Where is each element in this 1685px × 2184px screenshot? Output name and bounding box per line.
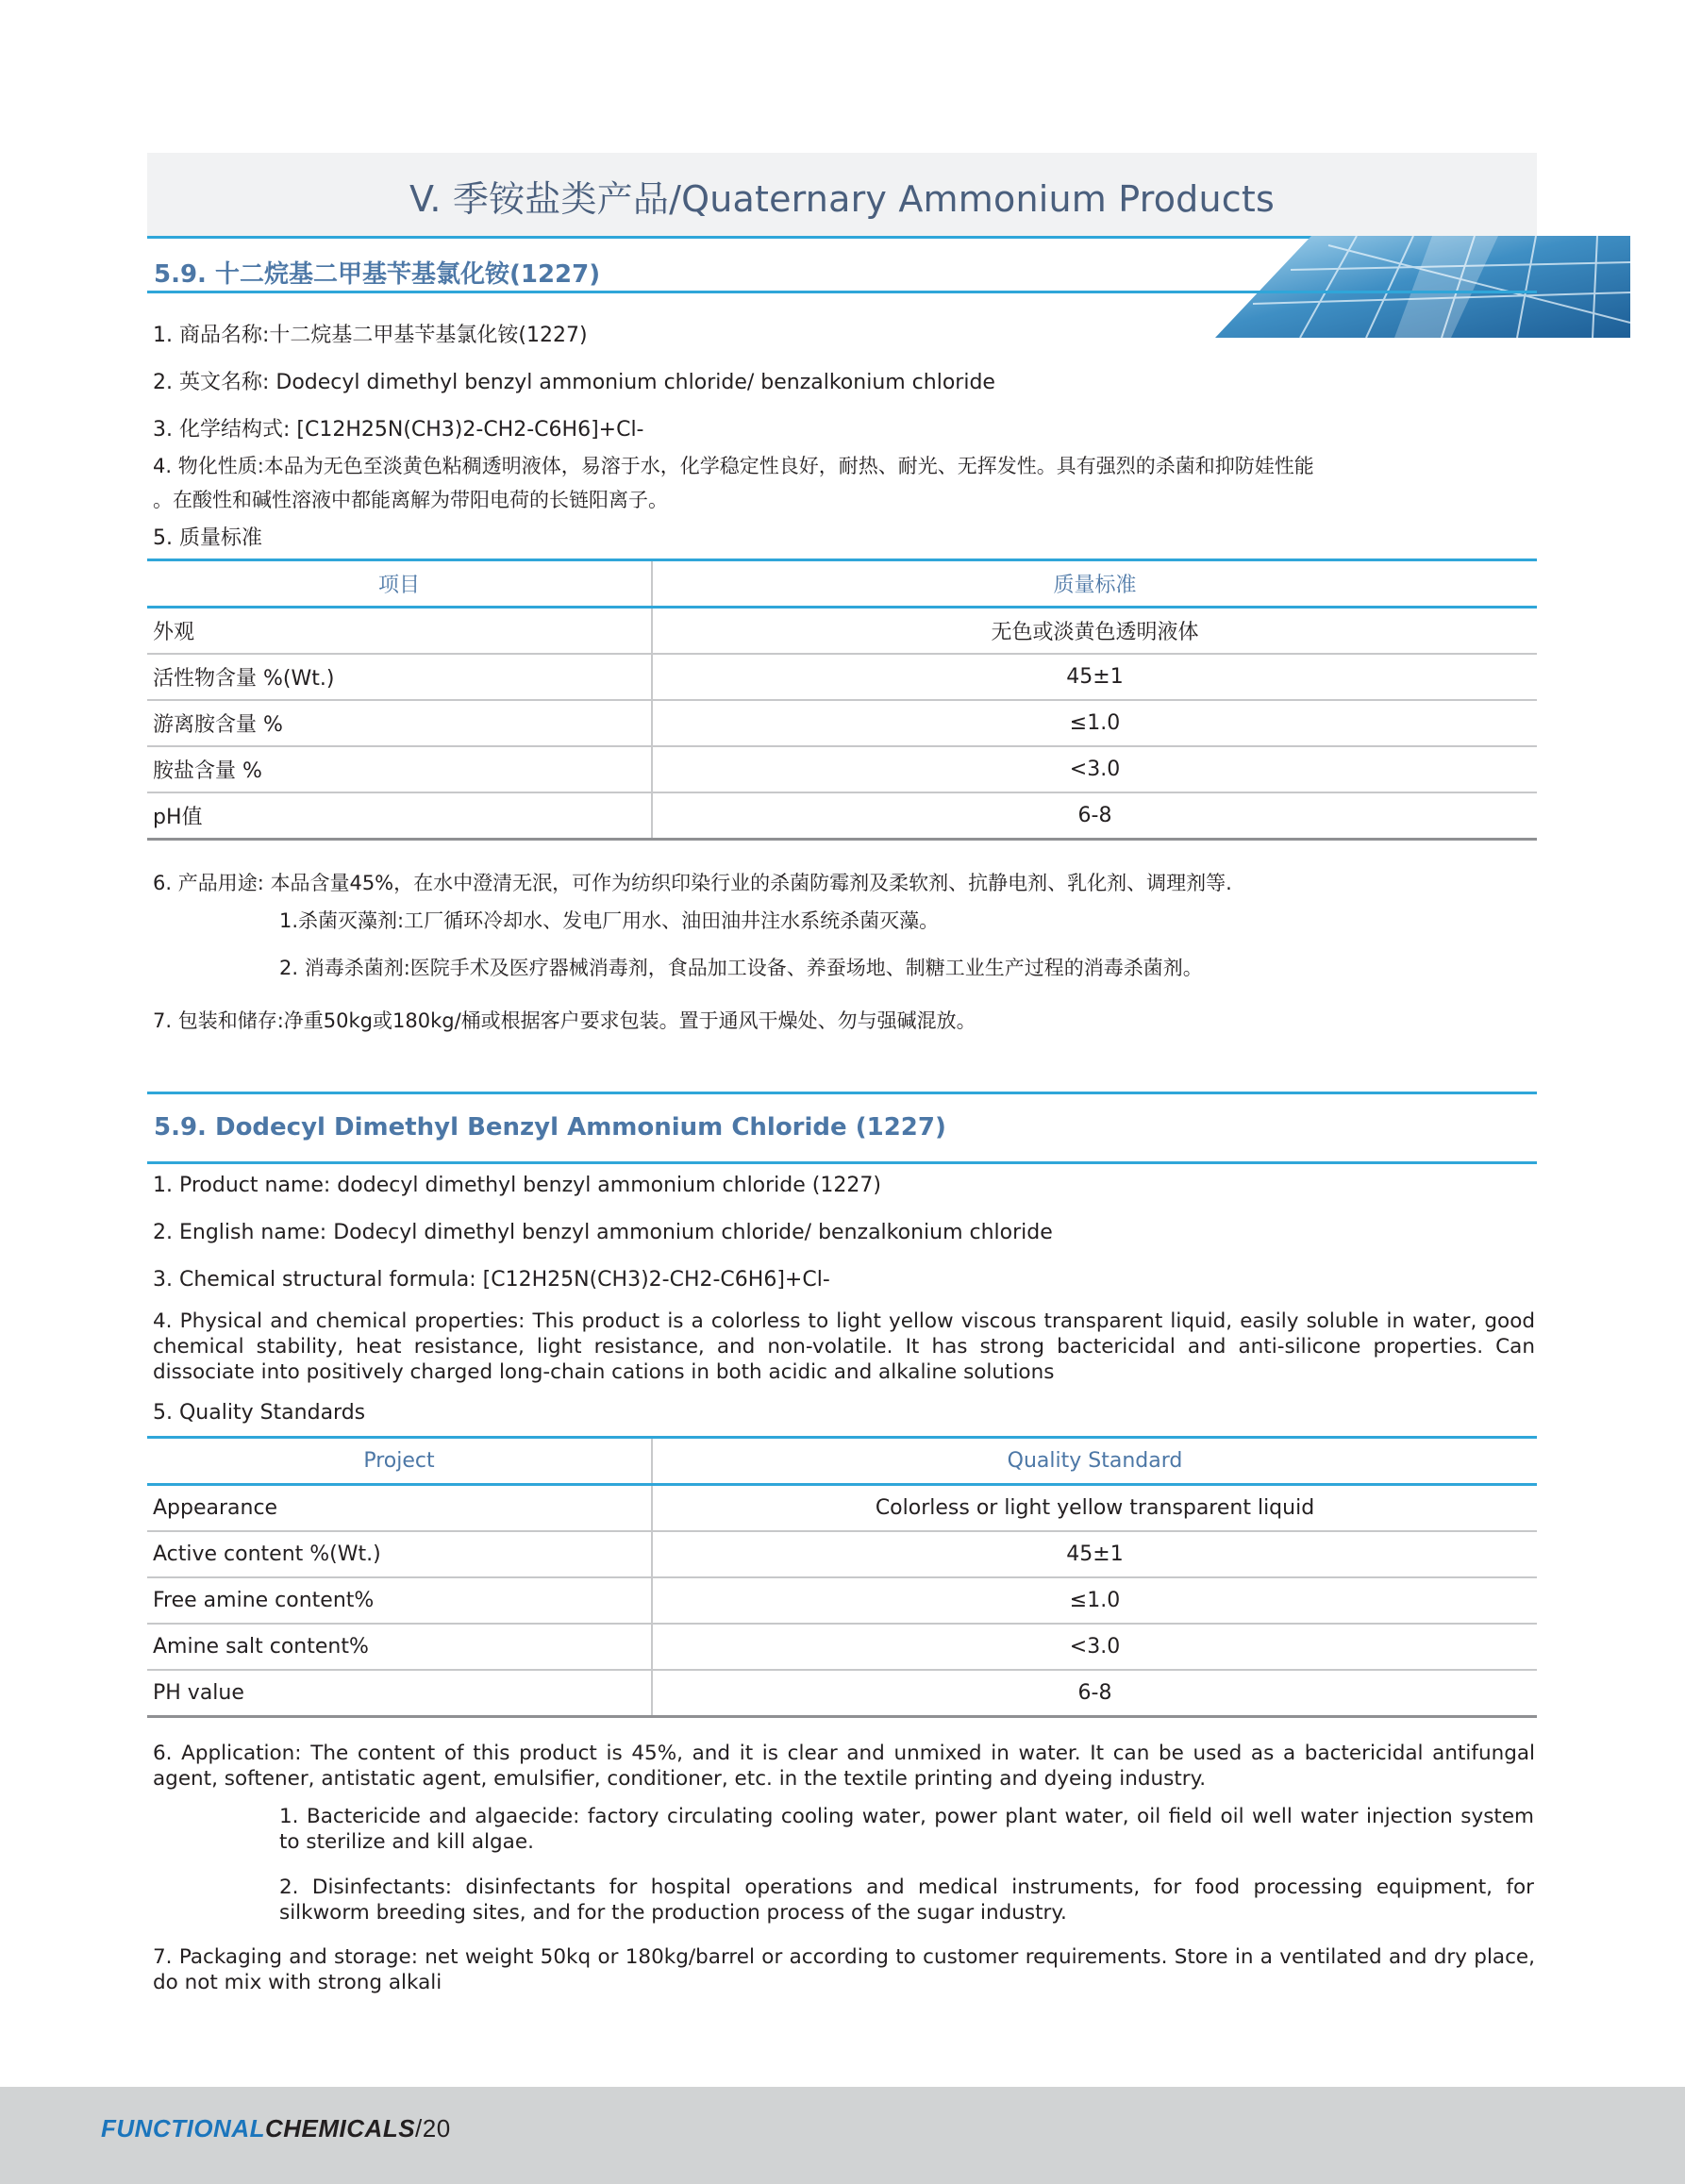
cn-item-product-name: 1. 商品名称:十二烷基二甲基苄基氯化铵(1227): [153, 324, 588, 347]
page-footer: [0, 2087, 1685, 2184]
table-cell: 无色或淡黄色透明液体: [652, 608, 1537, 655]
page-title: V. 季铵盐类产品/Quaternary Ammonium Products: [409, 178, 1275, 220]
table-cell: <3.0: [652, 1624, 1537, 1670]
table-row: [147, 746, 1537, 792]
cn-item-properties-line1: 4. 物化性质:本品为无色至淡黄色粘稠透明液体，易溶于水，化学稳定性良好，耐热、耐光、无挥发性。具有强烈的杀菌和抑防娃性能: [153, 455, 1314, 477]
en-item-formula: 3. Chemical structural formula: [C12H25N(CH3)2-CH2-C6H6]+Cl-: [153, 1268, 830, 1292]
table-cell: PH value: [147, 1670, 652, 1717]
table-cell: pH值: [147, 792, 652, 840]
cn-section-title: 5.9. 十二烷基二甲基苄基氯化铵(1227): [154, 260, 601, 289]
cn-item-properties-line2: 。在酸性和碱性溶液中都能离解为带阳电荷的长链阳离子。: [153, 489, 668, 511]
table-row: [147, 1670, 1537, 1717]
table-header-cell: 项目: [147, 560, 652, 608]
table-cell: <3.0: [652, 746, 1537, 792]
footer-brand: [101, 2114, 451, 2143]
table-header-cell: Quality Standard: [652, 1438, 1537, 1485]
cn-item-packaging: 7. 包装和储存:净重50kg或180kg/桶或根据客户要求包装。置于通风干燥处、勿与强碱混放。: [153, 1009, 976, 1032]
footer-brand-chemicals: CHEMICALS: [264, 2114, 416, 2142]
en-item-product-name: 1. Product name: dodecyl dimethyl benzyl ammonium chloride (1227): [153, 1174, 881, 1197]
table-cell: 6-8: [652, 792, 1537, 840]
footer-brand-functional: FUNCTIONAL: [101, 2114, 265, 2142]
table-cell: Colorless or light yellow transparent liquid: [652, 1485, 1537, 1532]
en-quality-table: [147, 1436, 1537, 1718]
cn-section-rule: [147, 291, 1537, 293]
table-cell: Appearance: [147, 1485, 652, 1532]
cn-item-application-sub1: 1.杀菌灭藻剂:工厂循环冷却水、发电厂用水、油田油井注水系统杀菌灭藻。: [279, 909, 940, 932]
table-cell: 胺盐含量 %: [147, 746, 652, 792]
table-header-cell: Project: [147, 1438, 652, 1485]
en-item-properties: 4. Physical and chemical properties: This product is a colorless to light yellow viscous transparent liquid, easily soluble in water, good chemical stability, heat resistance, light resistance, and non-volatile. It has strong bactericidal and anti-silicone properties. Can dissociate into positively charged long-chain cations in both acidic and alkaline solutions: [153, 1309, 1535, 1384]
table-cell: ≤1.0: [652, 700, 1537, 746]
table-row: [147, 1531, 1537, 1577]
table-row: [147, 1577, 1537, 1624]
table-row: [147, 700, 1537, 746]
cn-item-formula: 3. 化学结构式: [C12H25N(CH3)2-CH2-C6H6]+Cl-: [153, 418, 644, 442]
table-header-row: [147, 1438, 1537, 1485]
en-item-english-name: 2. English name: Dodecyl dimethyl benzyl ammonium chloride/ benzalkonium chloride: [153, 1221, 1053, 1244]
cn-item-quality-heading: 5. 质量标准: [153, 526, 262, 550]
table-row: [147, 1485, 1537, 1532]
en-item-packaging: 7. Packaging and storage: net weight 50kq or 180kg/barrel or according to customer requirements. Store in a ventilated and dry place, do not mix with strong alkali: [153, 1945, 1535, 1994]
table-cell: 游离胺含量 %: [147, 700, 652, 746]
glass-building-image: [1215, 236, 1630, 338]
en-item-application-sub2: 2. Disinfectants: disinfectants for hospital operations and medical instruments, for food processing equipment, for silkworm breeding sites, and for the production process of the sugar industry.: [279, 1876, 1534, 1925]
table-cell: ≤1.0: [652, 1577, 1537, 1624]
en-section-rule: [147, 1161, 1537, 1164]
table-cell: Amine salt content%: [147, 1624, 652, 1670]
table-row: [147, 608, 1537, 655]
en-section-title: 5.9. Dodecyl Dimethyl Benzyl Ammonium Chloride (1227): [154, 1113, 946, 1142]
page-header-band: [147, 153, 1537, 239]
table-header-cell: 质量标准: [652, 560, 1537, 608]
table-header-row: [147, 560, 1537, 608]
table-cell: Free amine content%: [147, 1577, 652, 1624]
table-cell: 45±1: [652, 654, 1537, 700]
table-row: [147, 792, 1537, 840]
cn-quality-table: [147, 559, 1537, 841]
table-cell: Active content %(Wt.): [147, 1531, 652, 1577]
en-item-application: 6. Application: The content of this product is 45%, and it is clear and unmixed in water. It can be used as a bactericidal antifungal agent, softener, antistatic agent, emulsifier, conditioner, etc. in the textile printing and dyeing industry.: [153, 1742, 1535, 1791]
footer-page-number: /20: [415, 2114, 451, 2142]
table-row: [147, 654, 1537, 700]
cn-item-english-name: 2. 英文名称: Dodecyl dimethyl benzyl ammonium chloride/ benzalkonium chloride: [153, 371, 995, 394]
table-cell: 6-8: [652, 1670, 1537, 1717]
table-row: [147, 1624, 1537, 1670]
en-item-application-sub1: 1. Bactericide and algaecide: factory circulating cooling water, power plant water, oil field oil well water injection system to sterilize and kill algae.: [279, 1805, 1534, 1854]
table-cell: 45±1: [652, 1531, 1537, 1577]
en-section-top-rule: [147, 1092, 1537, 1094]
cn-item-application-sub2: 2. 消毒杀菌剂:医院手术及医疗器械消毒剂，食品加工设备、养蚕场地、制糖工业生产过程的消毒杀菌剂。: [279, 957, 1203, 979]
en-item-quality-heading: 5. Quality Standards: [153, 1401, 366, 1425]
table-cell: 外观: [147, 608, 652, 655]
cn-item-application: 6. 产品用途: 本品含量45%，在水中澄清无泯，可作为纺织印染行业的杀菌防霉剂及柔软剂、抗静电剂、乳化剂、调理剂等.: [153, 872, 1232, 894]
table-cell: 活性物含量 %(Wt.): [147, 654, 652, 700]
